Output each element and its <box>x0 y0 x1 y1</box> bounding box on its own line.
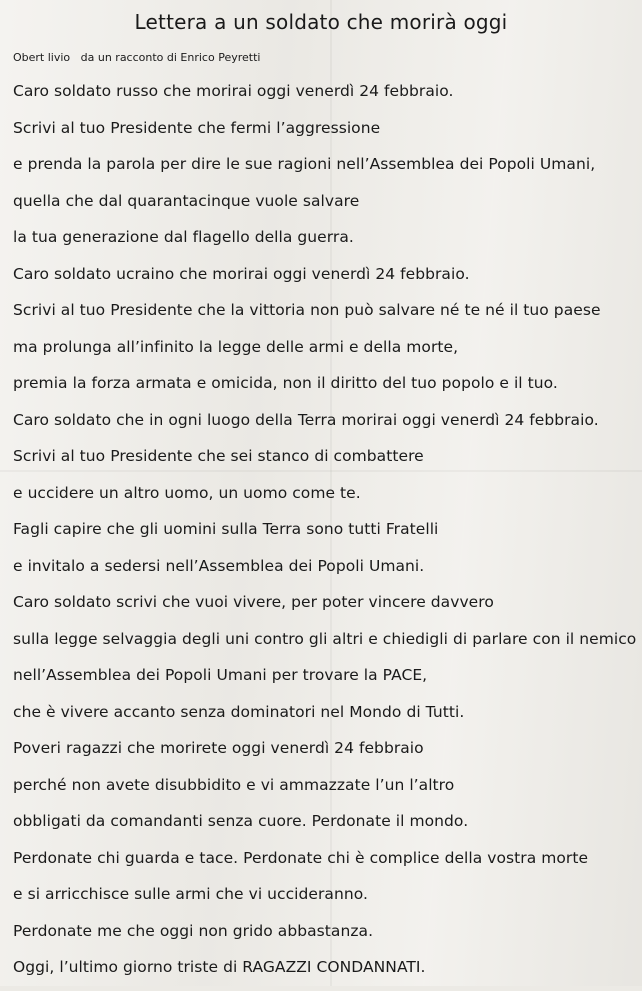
letter-body <box>13 78 637 991</box>
letter-line: e si arricchisce sulle armi che vi uccideranno. <box>13 885 368 903</box>
letter-line: Poveri ragazzi che morirete oggi venerdì 24 febbraio <box>13 739 424 757</box>
letter-line: obbligati da comandanti senza cuore. Perdonate il mondo. <box>13 812 469 830</box>
letter-byline: Obert livio da un racconto di Enrico Peyretti <box>13 51 261 64</box>
letter-line: premia la forza armata e omicida, non il diritto del tuo popolo e il tuo. <box>13 374 558 392</box>
letter-line: Scrivi al tuo Presidente che fermi l’aggressione <box>13 118 381 137</box>
letter-line: perché non avete disubbidito e vi ammazzate l’un l’altro <box>13 775 455 794</box>
letter-line: Scrivi al tuo Presidente che sei stanco di combattere <box>13 447 424 465</box>
letter-line: e invitalo a sedersi nell’Assemblea dei Popoli Umani. <box>13 556 425 575</box>
letter-line: Perdonate me che oggi non grido abbastanza. <box>13 921 374 940</box>
letter-line: Caro soldato che in ogni luogo della Terra morirai oggi venerdì 24 febbraio. <box>13 410 599 429</box>
letter-line: Caro soldato russo che morirai oggi venerdì 24 febbraio. <box>13 82 454 100</box>
letter-line: e prenda la parola per dire le sue ragioni nell’Assemblea dei Popoli Umani, <box>13 155 596 173</box>
letter-line: che è vivere accanto senza dominatori nel Mondo di Tutti. <box>13 702 465 721</box>
letter-line: nell’Assemblea dei Popoli Umani per trovare la PACE, <box>13 666 428 684</box>
letter-line: sulla legge selvaggia degli uni contro gli altri e chiedigli di parlare con il nemico <box>13 629 637 648</box>
letter-line: Caro soldato ucraino che morirai oggi venerdì 24 febbraio. <box>13 264 470 283</box>
letter-line: e uccidere un altro uomo, un uomo come te. <box>13 483 361 502</box>
letter-title: Lettera a un soldato che morirà oggi <box>134 10 508 34</box>
letter-line: Scrivi al tuo Presidente che la vittoria non può salvare né te né il tuo paese <box>13 301 601 319</box>
letter-line: la tua generazione dal flagello della guerra. <box>13 228 354 246</box>
letter-line: Fagli capire che gli uomini sulla Terra sono tutti Fratelli <box>13 520 439 538</box>
letter-line: Oggi, l’ultimo giorno triste di RAGAZZI CONDANNATI. <box>13 958 426 976</box>
letter-line: Perdonate chi guarda e tace. Perdonate chi è complice della vostra morte <box>13 848 589 867</box>
letter-line: Caro soldato scrivi che vuoi vivere, per poter vincere davvero <box>13 593 494 611</box>
letter-line: ma prolunga all’infinito la legge delle armi e della morte, <box>13 337 459 356</box>
letter-line: quella che dal quarantacinque vuole salvare <box>13 191 360 210</box>
